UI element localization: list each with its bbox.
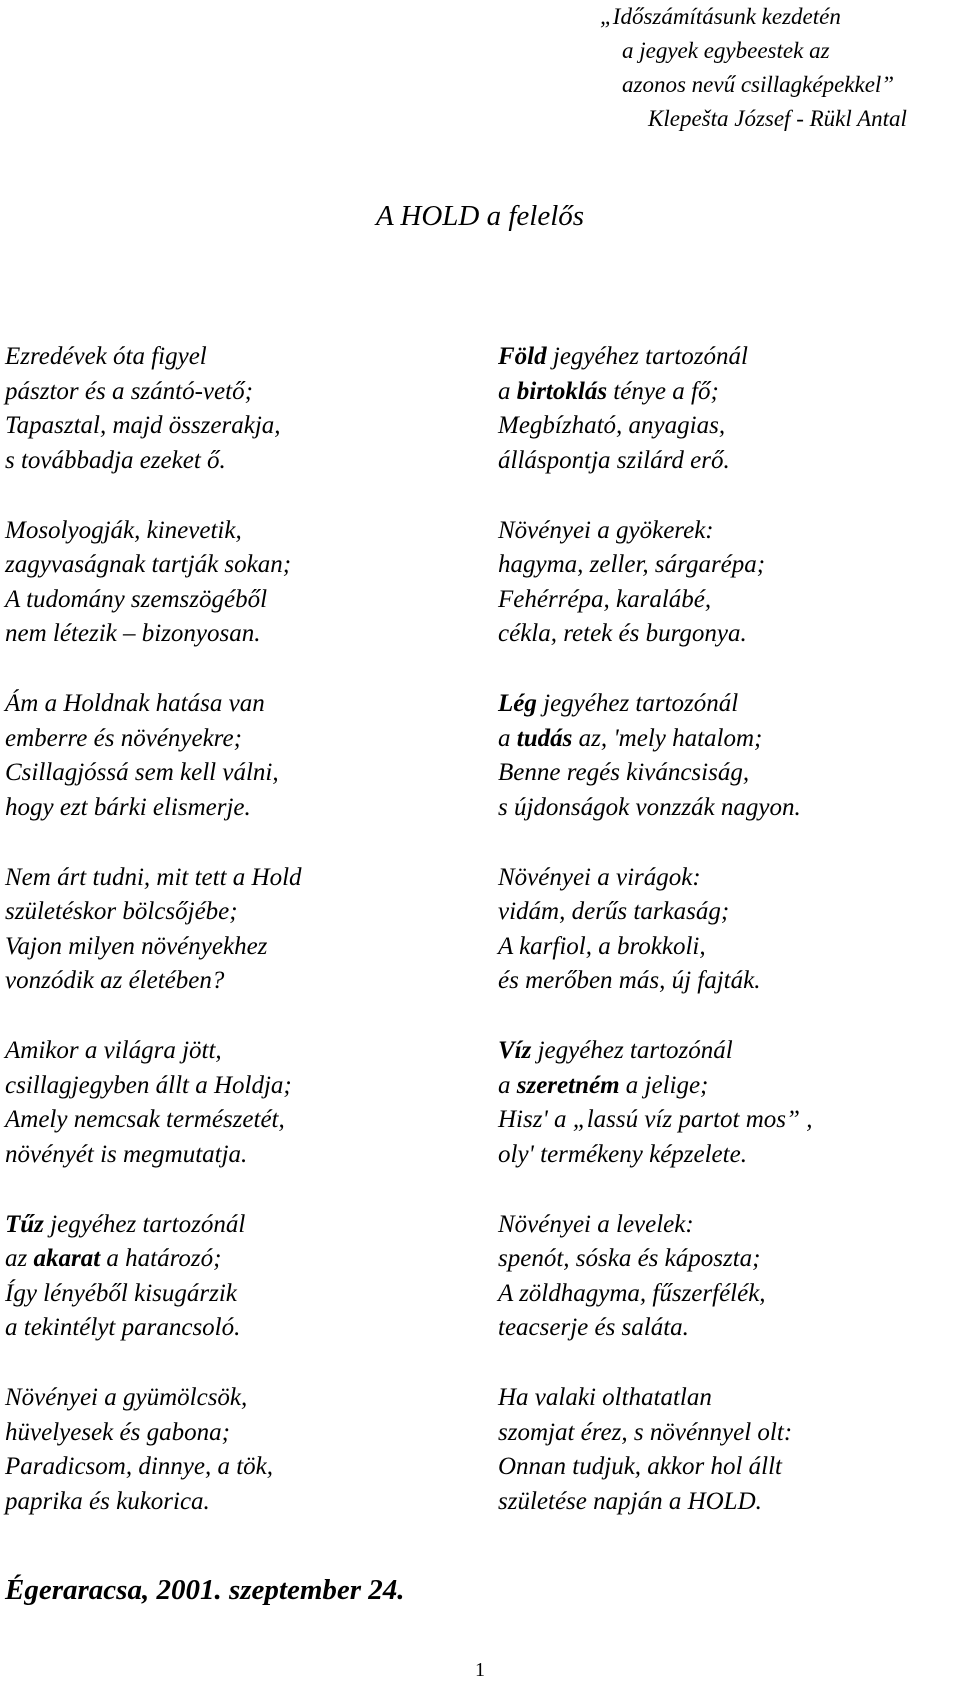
poem-line: Növényei a gyümölcsök, xyxy=(5,1384,248,1411)
emphasized-word: Tűz xyxy=(5,1210,44,1238)
poem-line: és merőben más, új fajták. xyxy=(498,967,761,994)
poem-line: vonzódik az életében? xyxy=(5,967,225,994)
poem-line xyxy=(5,1208,465,1243)
poem-line: Onnan tudjuk, akkor hol állt xyxy=(498,1453,782,1480)
poem-line: Ha valaki olthatatlan xyxy=(498,1384,712,1411)
poem-line: Növényei a levelek: xyxy=(498,1210,694,1238)
epigraph-line: „Időszámításunk kezdetén xyxy=(600,4,841,29)
poem-line: szomjat érez, s növénnyel olt: xyxy=(498,1418,793,1446)
poem-line: Amikor a világra jött, xyxy=(5,1037,222,1064)
poem-line: nem létezik – bizonyosan. xyxy=(5,620,261,647)
poem-line xyxy=(498,1069,958,1104)
stanza xyxy=(5,687,465,825)
poem-line: Ezredévek óta figyel xyxy=(5,343,207,370)
stanza xyxy=(498,1381,958,1519)
stanza xyxy=(498,514,958,652)
poem-line: Ám a Holdnak hatása van xyxy=(5,690,265,717)
line-text: a xyxy=(498,724,517,752)
poem-line: Növényei a virágok: xyxy=(498,863,701,891)
line-text: a határozó; xyxy=(100,1245,222,1272)
signature-place-date: Égeraracsa, 2001. szeptember 24. xyxy=(5,1574,405,1606)
line-text: a xyxy=(498,377,517,405)
poem-line: Paradicsom, dinnye, a tök, xyxy=(5,1453,274,1480)
poem-line: cékla, retek és burgonya. xyxy=(498,620,747,647)
poem-line: növényét is megmutatja. xyxy=(5,1140,248,1168)
poem-line: csillagjegyben állt a Holdja; xyxy=(5,1071,292,1099)
poem-line: Amely nemcsak természetét, xyxy=(5,1106,285,1133)
epigraph xyxy=(600,0,950,136)
poem-line xyxy=(498,1034,958,1069)
stanza xyxy=(498,340,958,478)
stanza xyxy=(498,861,958,999)
poem-line: a tekintélyt parancsoló. xyxy=(5,1314,241,1341)
poem-line: A tudomány szemszögéből xyxy=(5,585,268,613)
line-text: jegyéhez tartozónál xyxy=(546,343,748,370)
poem-line xyxy=(498,687,958,722)
poem-line: A zöldhagyma, fűszerfélék, xyxy=(498,1279,766,1307)
line-text: ténye a fő; xyxy=(607,377,719,405)
emphasized-word: Lég xyxy=(498,690,537,717)
poem-line: teacserje és saláta. xyxy=(498,1314,689,1341)
line-text: jegyéhez tartozónál xyxy=(536,690,739,717)
poem-line: s továbbadja ezeket ő. xyxy=(5,446,226,474)
line-text: a xyxy=(498,1071,517,1099)
line-text: jegyéhez tartozónál xyxy=(531,1037,733,1064)
line-text: az xyxy=(5,1245,34,1272)
poem-line: emberre és növényekre; xyxy=(5,724,242,752)
poem-line: Megbízható, anyagias, xyxy=(498,412,726,439)
poem-line: Növényei a gyökerek: xyxy=(498,516,714,544)
poem-line: születéskor bölcsőjébe; xyxy=(5,898,238,925)
stanza xyxy=(5,340,465,478)
emphasized-word: birtoklás xyxy=(516,377,608,405)
poem-line xyxy=(5,1242,465,1277)
poem-line: hüvelyesek és gabona; xyxy=(5,1418,230,1446)
stanza xyxy=(5,1034,465,1172)
poem-line: s újdonságok vonzzák nagyon. xyxy=(498,793,801,821)
epigraph-author: Klepešta József - Rükl Antal xyxy=(648,106,907,131)
poem-line: zagyvaságnak tartják sokan; xyxy=(5,551,292,578)
emphasized-word: tudás xyxy=(516,724,573,752)
stanza xyxy=(498,1034,958,1172)
stanza xyxy=(5,861,465,999)
poem-line: hogy ezt bárki elismerje. xyxy=(5,793,251,821)
poem-line: Vajon milyen növényekhez xyxy=(5,932,268,960)
poem-line: Hisz' a „lassú víz partot mos” , xyxy=(498,1106,813,1133)
poem-line: A karfiol, a brokkoli, xyxy=(498,932,706,960)
line-text: a jelige; xyxy=(619,1071,709,1099)
poem-line: vidám, derűs tarkaság; xyxy=(498,898,730,925)
poem-line: Fehérrépa, karalábé, xyxy=(498,585,712,613)
poem-line xyxy=(498,340,958,375)
stanza xyxy=(5,1208,465,1346)
page-number: 1 xyxy=(475,1659,485,1681)
line-text: jegyéhez tartozónál xyxy=(43,1210,246,1238)
poem-line: Így lényéből kisugárzik xyxy=(5,1279,237,1307)
right-column xyxy=(498,340,958,1555)
emphasized-word: akarat xyxy=(33,1245,101,1272)
poem-line: pásztor és a szántó-vető; xyxy=(5,377,253,405)
poem-line: Tapasztal, majd összerakja, xyxy=(5,412,281,439)
poem-line: oly' termékeny képzelete. xyxy=(498,1140,747,1168)
poem-line: Benne regés kiváncsiság, xyxy=(498,759,750,786)
poem-title: A HOLD a felelős xyxy=(375,200,585,232)
poem-line: Csillagjóssá sem kell válni, xyxy=(5,759,279,786)
poem-line: Mosolyogják, kinevetik, xyxy=(5,516,242,544)
stanza xyxy=(5,1381,465,1519)
poem-line: hagyma, zeller, sárgarépa; xyxy=(498,551,766,578)
poem-line: spenót, sóska és káposzta; xyxy=(498,1245,761,1272)
poem-line: paprika és kukorica. xyxy=(5,1487,210,1515)
left-column xyxy=(5,340,465,1555)
epigraph-line: a jegyek egybeestek az xyxy=(622,38,830,63)
poem-line: születése napján a HOLD. xyxy=(498,1487,762,1515)
stanza xyxy=(498,1208,958,1346)
line-text: az, 'mely hatalom; xyxy=(572,724,763,752)
poem-line: álláspontja szilárd erő. xyxy=(498,446,730,474)
poem-line xyxy=(498,375,958,410)
emphasized-word: szeretném xyxy=(516,1071,620,1099)
stanza xyxy=(5,514,465,652)
stanza xyxy=(498,687,958,825)
poem-line xyxy=(498,722,958,757)
poem-line: Nem árt tudni, mit tett a Hold xyxy=(5,863,302,891)
epigraph-line: azonos nevű csillagképekkel” xyxy=(622,72,895,97)
emphasized-word: Víz xyxy=(498,1037,532,1064)
emphasized-word: Föld xyxy=(498,343,547,370)
